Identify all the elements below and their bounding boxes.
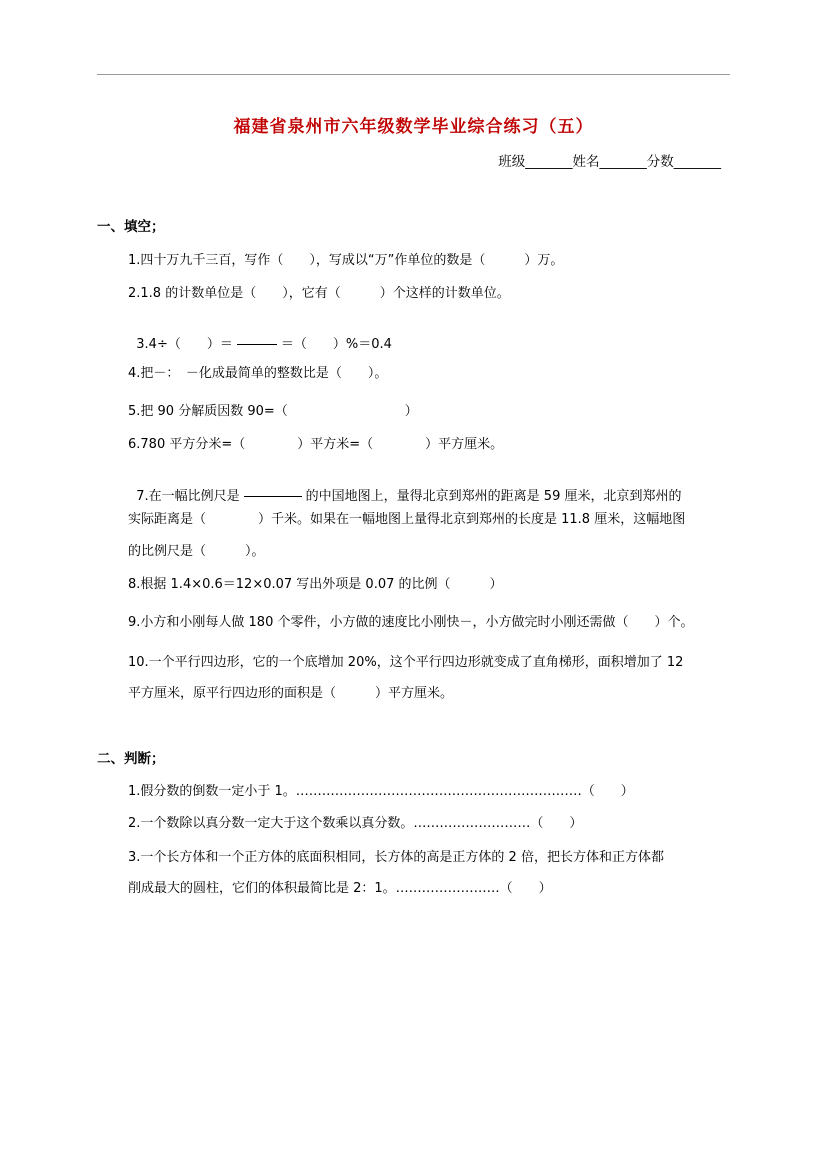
question-1-7-part-a: 7.在一幅比例尺是 [136,489,240,504]
question-1-10-cont: 平方厘米，原平行四边形的面积是（ ）平方厘米。 [128,686,454,701]
question-2-2: 2.一个数除以真分数一定大于这个数乘以真分数。………………………（ ） [128,816,583,831]
question-1-9: 9.小方和小刚每人做 180 个零件，小方做的速度比小刚快－，小方做完时小刚还需做（ ）个。 [128,615,694,630]
question-1-1: 1.四十万九千三百，写作（ ），写成以“万”作单位的数是（ ）万。 [128,253,564,268]
question-1-4: 4.把－： －化成最简单的整数比是（ ）。 [128,366,388,381]
page-title: 福建省泉州市六年级数学毕业综合练习（五） [233,117,594,137]
question-1-7-cont: 实际距离是（ ）千米。如果在一幅地图上量得北京到郑州的长度是 11.8 厘米，这幅地图 [128,512,686,527]
section2-heading: 二、判断； [97,751,165,767]
question-1-3-part-a: 3.4÷（ ）＝ [136,337,233,352]
question-1-7-cont2: 的比例尺是（ ）。 [128,544,265,559]
student-info-line: 班级_______姓名_______分数_______ [498,154,721,170]
question-1-5: 5.把 90 分解质因数 90=（ ） [128,404,418,419]
question-1-3-part-b: ＝（ ）%＝0.4 [280,337,392,352]
question-1-6: 6.780 平方分米=（ ）平方米=（ ）平方厘米。 [128,437,504,452]
question-1-7-part-b: 的中国地图上，量得北京到郑州的距离是 59 厘米，北京到郑州的 [305,489,682,504]
section1-heading: 一、填空； [97,219,165,235]
question-2-1: 1.假分数的倒数一定小于 1。…………………………………………………………（ ） [128,784,634,799]
question-1-7 [128,470,681,504]
question-1-2: 2.1.8 的计数单位是（ ），它有（ ）个这样的计数单位。 [128,286,510,301]
question-1-3 [128,318,392,352]
header-rule [97,74,730,75]
question-1-8: 8.根据 1.4×0.6＝12×0.07 写出外项是 0.07 的比例（ ） [128,577,503,592]
question-2-3-cont: 削成最大的圆柱，它们的体积最简比是 2：1。……………………（ ） [128,881,552,896]
fraction-blank [237,344,277,345]
scale-blank [244,496,302,497]
question-1-10: 10.一个平行四边形，它的一个底增加 20%，这个平行四边形就变成了直角梯形，面积增加了 12 [128,655,684,670]
question-2-3: 3.一个长方体和一个正方体的底面积相同，长方体的高是正方体的 2 倍，把长方体和正方体都 [128,850,664,865]
